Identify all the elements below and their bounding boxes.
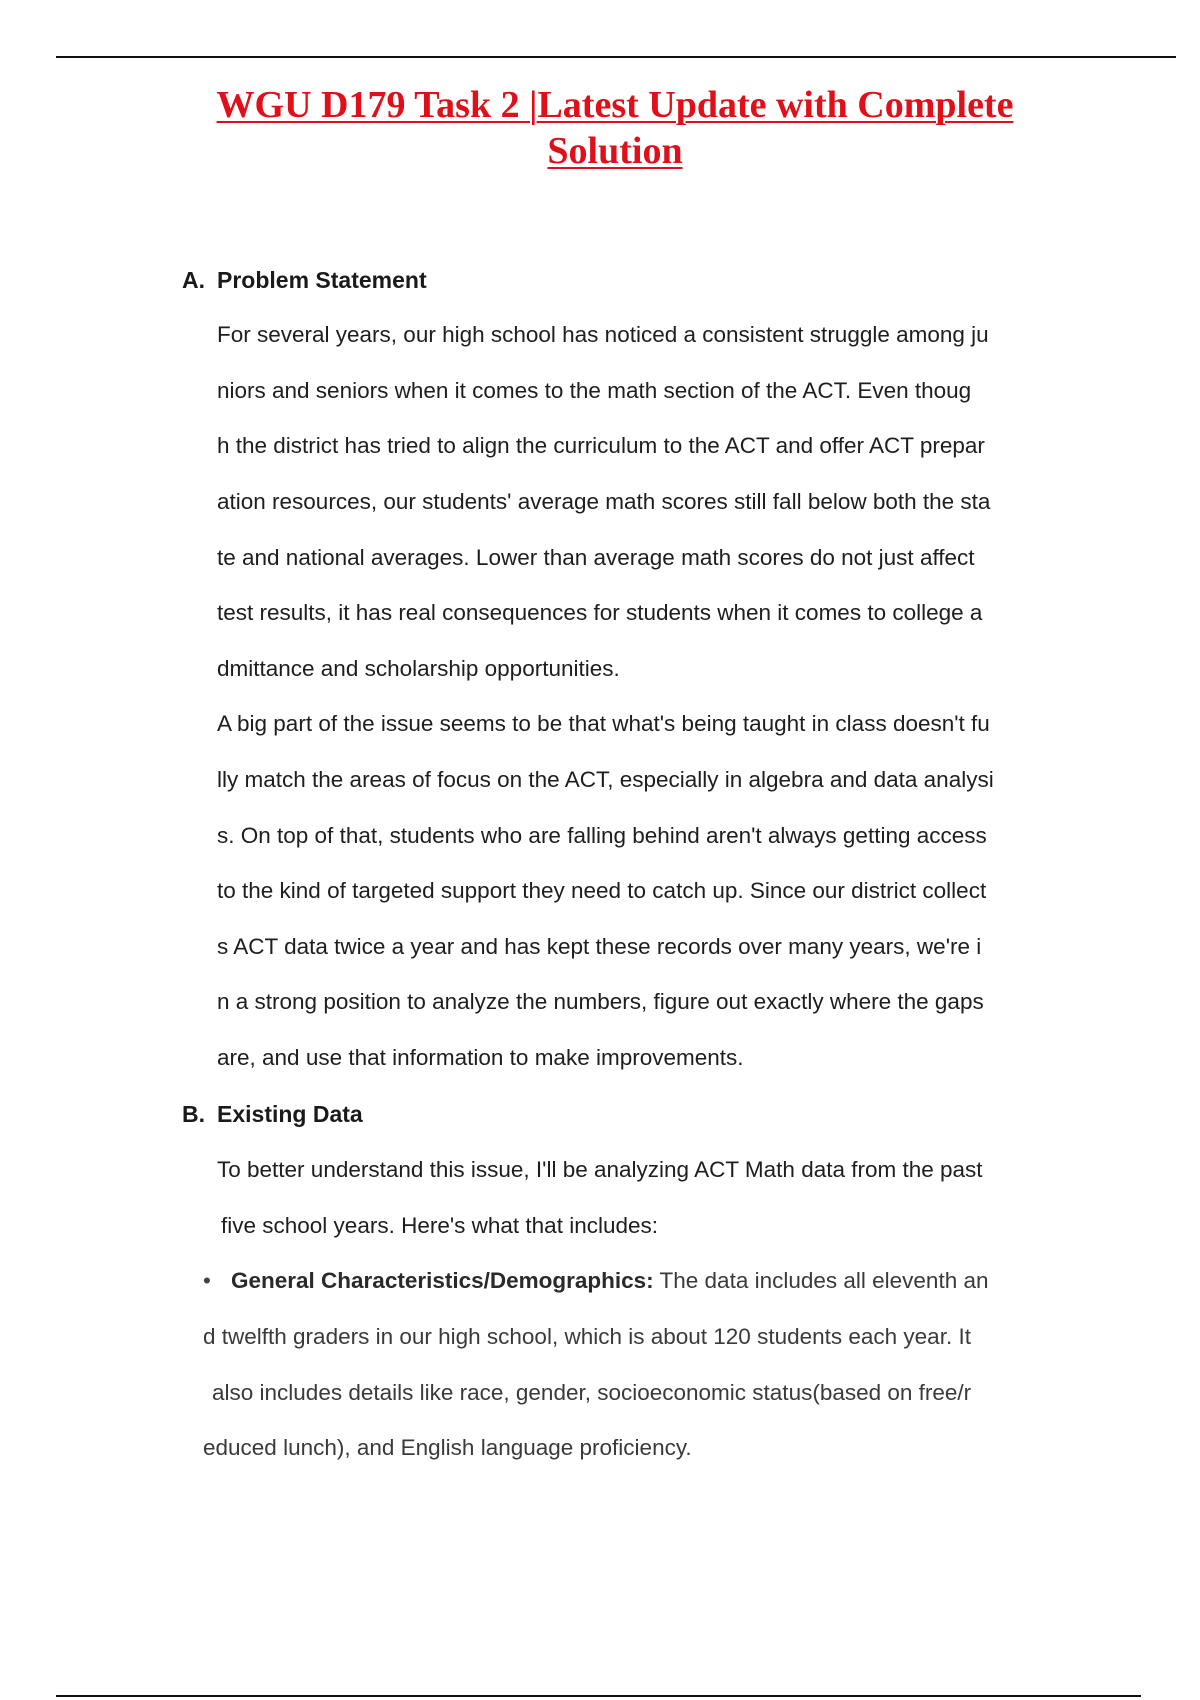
- bullet-line: educed lunch), and English language proficiency.: [203, 1435, 692, 1460]
- section-a-line: test results, it has real consequences for students when it comes to college a: [217, 600, 983, 625]
- section-a-line: lly match the areas of focus on the ACT, especially in algebra and data analysi: [217, 767, 994, 792]
- section-a-heading: [182, 265, 427, 295]
- section-b-heading: [182, 1099, 363, 1129]
- bullet-icon: •: [203, 1268, 211, 1293]
- bottom-rule: [56, 1695, 1141, 1697]
- section-a-line: For several years, our high school has noticed a consistent struggle among ju: [217, 322, 989, 347]
- section-a-line: s ACT data twice a year and has kept these records over many years, we're i: [217, 934, 982, 959]
- section-b-title: Existing Data: [217, 1101, 363, 1127]
- section-b-line: five school years. Here's what that includes:: [221, 1213, 659, 1238]
- section-a-line: are, and use that information to make improvements.: [217, 1045, 744, 1070]
- bullet-item: [203, 1266, 989, 1296]
- section-a-line: s. On top of that, students who are falling behind aren't always getting access: [217, 823, 987, 848]
- section-a-letter: A.: [182, 267, 205, 293]
- section-a-line: dmittance and scholarship opportunities.: [217, 656, 620, 681]
- section-a-line: h the district has tried to align the curriculum to the ACT and offer ACT prepar: [217, 433, 985, 458]
- section-b-line: To better understand this issue, I'll be analyzing ACT Math data from the past: [217, 1157, 983, 1182]
- section-b-letter: B.: [182, 1101, 205, 1127]
- section-a-line: niors and seniors when it comes to the math section of the ACT. Even thoug: [217, 378, 972, 403]
- bullet-text-first: The data includes all eleventh an: [653, 1268, 989, 1293]
- section-a-line: ation resources, our students' average math scores still fall below both the sta: [217, 489, 991, 514]
- title-line-1: WGU D179 Task 2 |Latest Update with Complete: [216, 84, 1014, 126]
- section-a-line: A big part of the issue seems to be that what's being taught in class doesn't fu: [217, 711, 990, 736]
- document-title: [120, 82, 1110, 174]
- section-a-line: to the kind of targeted support they need to catch up. Since our district collect: [217, 878, 987, 903]
- top-rule: [56, 56, 1176, 58]
- bullet-line: also includes details like race, gender, socioeconomic status(based on free/r: [212, 1380, 972, 1405]
- title-line-2: Solution: [547, 130, 683, 172]
- section-a-title: Problem Statement: [217, 267, 427, 293]
- bullet-line: d twelfth graders in our high school, which is about 120 students each year. It: [203, 1324, 971, 1349]
- bullet-label: General Characteristics/Demographics:: [231, 1268, 654, 1293]
- section-a-line: n a strong position to analyze the numbers, figure out exactly where the gaps: [217, 989, 984, 1014]
- section-a-line: te and national averages. Lower than average math scores do not just affect: [217, 545, 975, 570]
